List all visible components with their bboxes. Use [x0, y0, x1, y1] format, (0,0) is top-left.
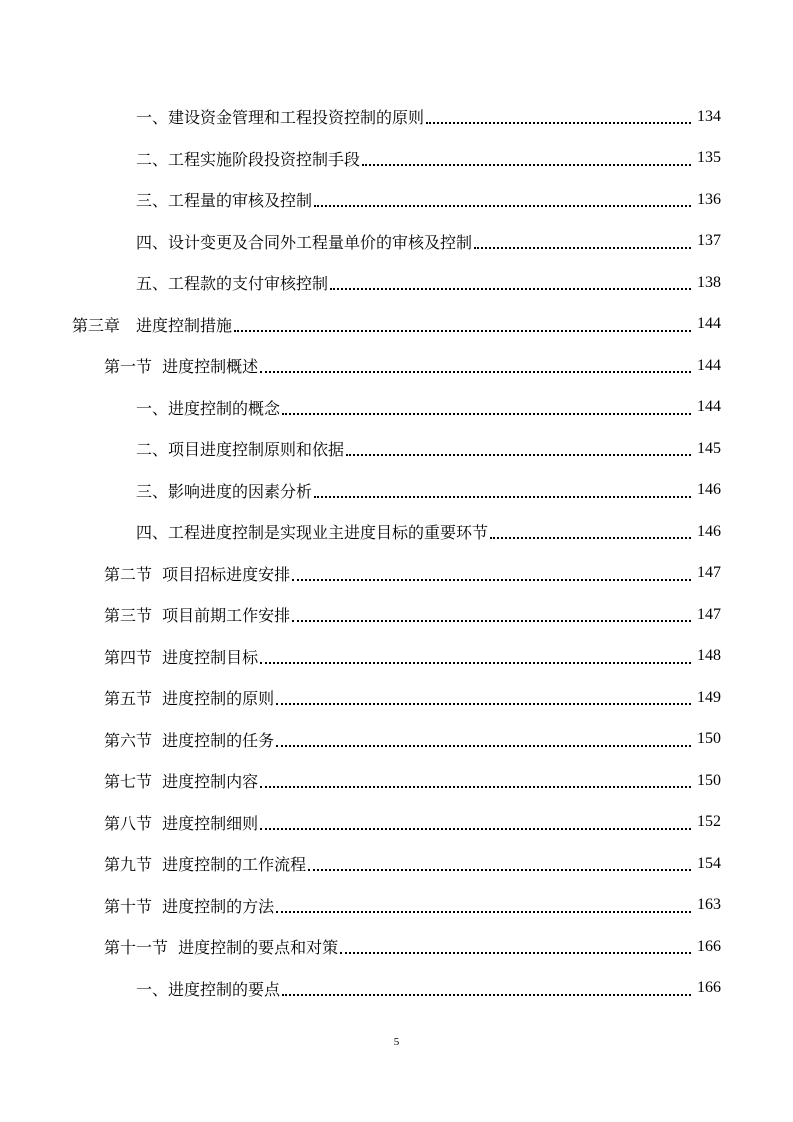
toc-dot-leader [346, 453, 691, 456]
toc-section-entry[interactable] [0, 636, 793, 678]
toc-entry[interactable] [0, 428, 793, 470]
toc-entry[interactable] [0, 96, 793, 138]
toc-section-entry[interactable] [0, 677, 793, 719]
toc-entry-page: 147 [697, 605, 721, 623]
toc-entry-page: 150 [697, 730, 721, 748]
toc-entry[interactable] [0, 968, 793, 1010]
toc-entry-page: 146 [697, 522, 721, 540]
toc-entry-page: 166 [697, 937, 721, 955]
page-number: 5 [393, 1036, 400, 1048]
toc-entry-page: 154 [697, 854, 721, 872]
toc-entry-title: 第二节 项目招标进度安排 [104, 564, 291, 584]
toc-dot-leader [490, 536, 691, 539]
toc-dot-leader [314, 204, 691, 207]
toc-section-entry[interactable] [0, 553, 793, 595]
toc-dot-leader [260, 370, 691, 373]
toc-entry-page: 146 [697, 481, 721, 499]
toc-entry-page: 147 [697, 564, 721, 582]
toc-dot-leader [282, 412, 691, 415]
toc-entry-page: 136 [697, 190, 721, 208]
toc-entry-page: 166 [697, 979, 721, 997]
toc-entry-title: 四、设计变更及合同外工程量单价的审核及控制 [136, 232, 473, 252]
toc-dot-leader [276, 702, 691, 705]
toc-section-entry[interactable] [0, 719, 793, 761]
toc-dot-leader [292, 578, 691, 581]
toc-entry-page: 144 [697, 315, 721, 333]
toc-entry-title: 第七节 进度控制内容 [104, 772, 259, 792]
toc-dot-leader [292, 619, 691, 622]
toc-entry-title: 第六节 进度控制的任务 [104, 730, 275, 750]
toc-entry-title: 二、项目进度控制原则和依据 [136, 440, 345, 460]
toc-entry-title: 第九节 进度控制的工作流程 [104, 855, 307, 875]
toc-entry-page: 163 [697, 896, 721, 914]
toc-section-entry[interactable] [0, 802, 793, 844]
toc-dot-leader [234, 329, 691, 332]
toc-dot-leader [276, 744, 691, 747]
toc-dot-leader [276, 910, 691, 913]
toc-entry-page: 150 [697, 771, 721, 789]
toc-entry[interactable] [0, 511, 793, 553]
toc-entry-page: 145 [697, 439, 721, 457]
toc-entry-title: 一、建设资金管理和工程投资控制的原则 [136, 108, 425, 128]
toc-entry[interactable] [0, 262, 793, 304]
toc-section-entry[interactable] [0, 885, 793, 927]
toc-entry-title: 三、影响进度的因素分析 [136, 481, 313, 501]
toc-entry-title: 一、进度控制的要点 [136, 979, 281, 999]
toc-section-entry[interactable] [0, 594, 793, 636]
toc-dot-leader [260, 827, 691, 830]
toc-section-entry[interactable] [0, 926, 793, 968]
toc-entry-page: 138 [697, 273, 721, 291]
toc-entry-title: 第一节 进度控制概述 [104, 357, 259, 377]
toc-dot-leader [260, 785, 691, 788]
toc-entry[interactable] [0, 138, 793, 180]
toc-entry-title: 第五节 进度控制的原则 [104, 689, 275, 709]
toc-entry-title: 第十节 进度控制的方法 [104, 896, 275, 916]
toc-section-entry[interactable] [0, 345, 793, 387]
toc-entry-title: 三、工程量的审核及控制 [136, 191, 313, 211]
toc-entry-page: 148 [697, 647, 721, 665]
table-of-contents [0, 96, 793, 1009]
toc-chapter-entry[interactable] [0, 304, 793, 346]
toc-dot-leader [330, 287, 691, 290]
toc-entry-title: 四、工程进度控制是实现业主进度目标的重要环节 [136, 523, 489, 543]
toc-entry-page: 137 [697, 232, 721, 250]
toc-entry-title: 第八节 进度控制细则 [104, 813, 259, 833]
toc-entry-page: 152 [697, 813, 721, 831]
toc-entry-title: 第三章 进度控制措施 [72, 315, 233, 335]
toc-entry-page: 149 [697, 688, 721, 706]
toc-dot-leader [308, 868, 691, 871]
toc-entry-page: 144 [697, 398, 721, 416]
toc-section-entry[interactable] [0, 760, 793, 802]
toc-entry-title: 五、工程款的支付审核控制 [136, 274, 329, 294]
toc-entry[interactable] [0, 221, 793, 263]
toc-entry-page: 144 [697, 356, 721, 374]
toc-entry-title: 第三节 项目前期工作安排 [104, 606, 291, 626]
toc-entry[interactable] [0, 470, 793, 512]
toc-dot-leader [260, 661, 691, 664]
toc-entry[interactable] [0, 387, 793, 429]
toc-dot-leader [340, 951, 691, 954]
toc-dot-leader [282, 993, 691, 996]
toc-entry-title: 第十一节 进度控制的要点和对策 [104, 938, 339, 958]
toc-entry-page: 135 [697, 149, 721, 167]
toc-dot-leader [362, 163, 691, 166]
toc-entry[interactable] [0, 179, 793, 221]
toc-section-entry[interactable] [0, 843, 793, 885]
toc-entry-title: 第四节 进度控制目标 [104, 647, 259, 667]
toc-entry-page: 134 [697, 107, 721, 125]
toc-dot-leader [474, 246, 691, 249]
toc-dot-leader [426, 121, 691, 124]
toc-entry-title: 一、进度控制的概念 [136, 398, 281, 418]
toc-entry-title: 二、工程实施阶段投资控制手段 [136, 149, 361, 169]
toc-dot-leader [314, 495, 691, 498]
